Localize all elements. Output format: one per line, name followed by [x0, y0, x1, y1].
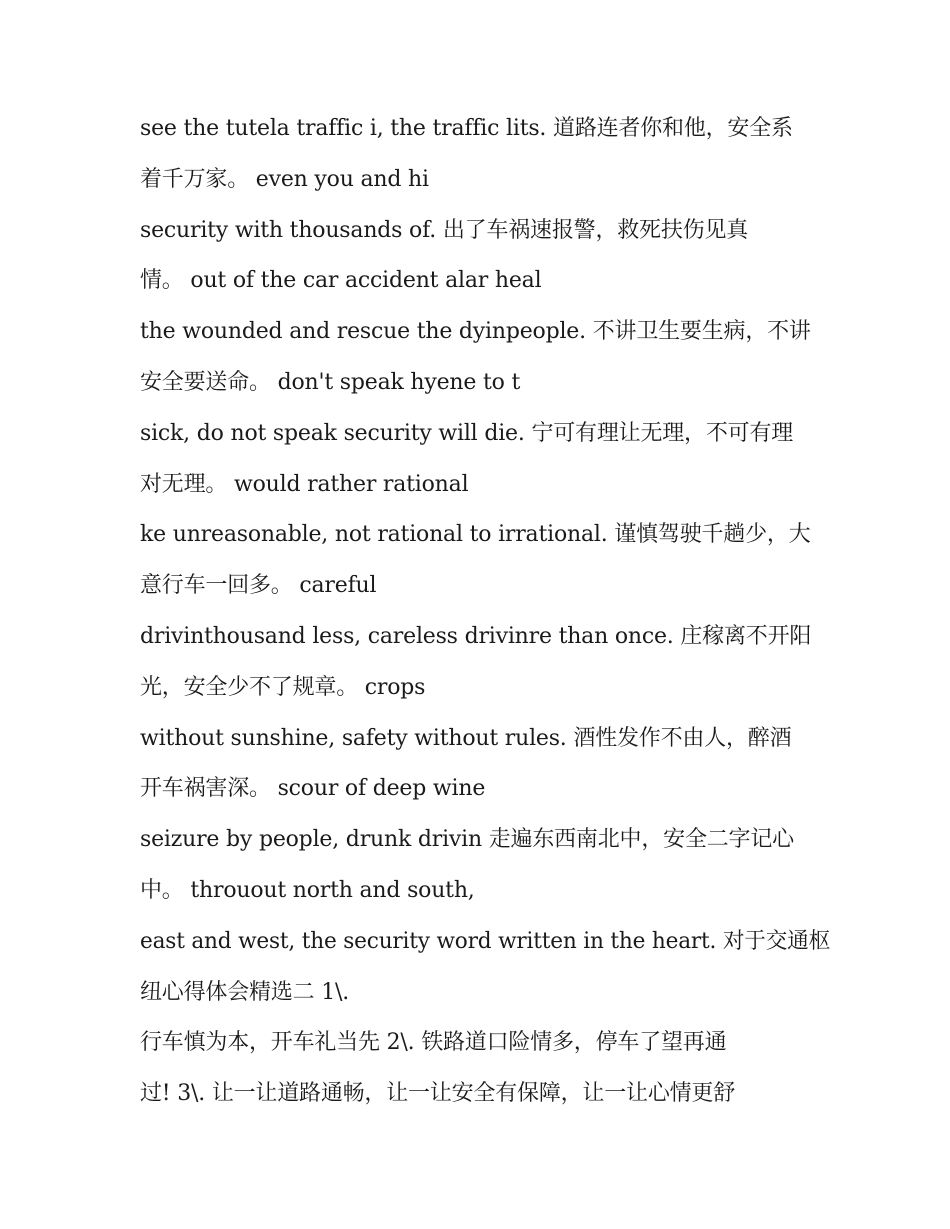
text-line: 对无理。 would rather rational [140, 471, 469, 497]
text-line: see the tutela traffic i, the traffic lits. 道路连者你和他，安全系 [140, 116, 793, 141]
text-line: 意行车一回多。 careful [140, 573, 377, 599]
text-line: 过! 3\. 让一让道路通畅，让一让安全有保障，让一让心情更舒 [140, 1081, 736, 1107]
text-line: seizure by people, drunk drivin 走遍东西南北中，安全二字记心 [140, 827, 794, 853]
text-line: 安全要送命。 don't speak hyene to t [140, 369, 521, 395]
text-line: ke unreasonable, not rational to irrational. 谨慎驾驶千趟少，大 [140, 522, 811, 548]
text-line: sick, do not speak security will die. 宁可有理让无理，不可有理 [140, 420, 794, 446]
text-line: security with thousands of. 出了车祸速报警，救死扶伤见真 [140, 217, 749, 243]
text-line: 着千万家。 even you and hi [140, 166, 429, 192]
text-line: east and west, the security word written in the heart. 对于交通枢 [140, 928, 831, 954]
text-line: 中。 throuout north and south, [140, 877, 475, 903]
body-text [140, 104, 830, 1120]
text-line: 开车祸害深。 scour of deep wine [140, 776, 486, 802]
text-line: 光，安全少不了规章。 crops [140, 674, 426, 700]
text-line: without sunshine, safety without rules. 酒性发作不由人，醉酒 [140, 725, 792, 751]
text-line: 情。 out of the car accident alar heal [140, 268, 542, 294]
text-line: drivinthousand less, careless drivinre than once. 庄稼离不开阳 [140, 623, 812, 649]
text-line: 行车慎为本，开车礼当先 2\. 铁路道口险情多，停车了望再通 [140, 1030, 727, 1056]
text-line: 纽心得体会精选二 1\. [140, 979, 349, 1005]
text-line: the wounded and rescue the dyinpeople. 不讲卫生要生病，不讲 [140, 319, 811, 345]
